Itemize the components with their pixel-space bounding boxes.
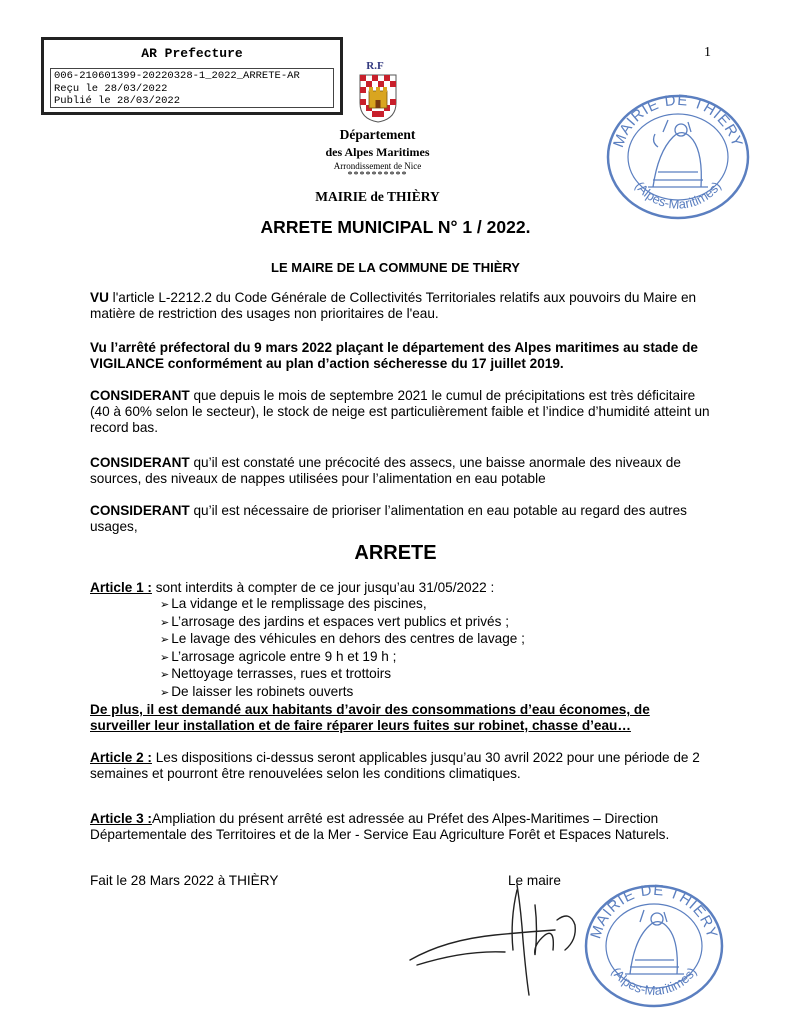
arrete-heading: ARRETE [354,542,437,564]
svg-text:MAIRIE DE THIÈRY: MAIRIE DE THIÈRY [587,882,721,941]
list-item: ➢ Nettoyage terrasses, rues et trottoirs [160,666,525,684]
vu-paragraph-2: Vu l’arrêté préfectoral du 9 mars 2022 plaçant le département des Alpes maritimes au stade de VIGILANCE conformément au plan d’action sécheresse du 17 juillet 2019. [90,340,698,371]
svg-text:(Alpes-Maritimes): (Alpes-Maritimes) [608,964,700,999]
mairie-label: MAIRIE de THIÈRY [315,189,440,204]
document-subtitle: LE MAIRE DE LA COMMUNE DE THIÈRY [271,260,520,275]
list-item: ➢ La vidange et le remplissage des piscines, [160,596,525,614]
mairie-stamp-icon [603,92,753,222]
list-item: ➢ De laisser les robinets ouverts [160,684,525,702]
mairie-stamp-bottom-icon [582,882,727,1012]
ar-prefecture-details [50,68,334,108]
fait-le-date: Fait le 28 Mars 2022 à THIÈRY [90,873,279,888]
rf-label: R.F [366,60,384,72]
coat-of-arms-icon [358,73,398,123]
le-maire-label: Le maire [508,873,561,888]
departement-name: des Alpes Maritimes [325,145,430,159]
considerant-paragraph-1: CONSIDERANT que depuis le mois de septembre 2021 le cumul de précipitations est très déficitaire (40 à 60% selon le secteur), le stock de neige est particulièrement faible et l’indice d’humidité atteint un record bas. [90,388,710,435]
ar-prefecture-box [41,37,343,115]
list-item: ➢ L’arrosage des jardins et espaces vert publics et privés ; [160,614,525,632]
article-1-list [160,596,525,701]
considerant-paragraph-3: CONSIDERANT qu’il est nécessaire de prioriser l’alimentation en eau potable au regard des autres usages, [90,503,687,534]
stars-divider: ********** [347,170,408,181]
vu-paragraph-1: VU l'article L-2212.2 du Code Générale de Collectivités Territoriales relatifs aux pouvoirs du Maire en matière de restriction des usages non prioritaires de l'eau. [90,290,697,321]
ar-publie-date: Publié le 28/03/2022 [54,95,181,107]
departement-label: Département [339,127,416,142]
document-title: ARRETE MUNICIPAL N° 1 / 2022. [260,217,531,237]
page-number: 1 [704,45,711,60]
svg-text:(Alpes-Maritimes): (Alpes-Maritimes) [632,178,724,212]
ar-prefecture-title: AR Prefecture [141,46,243,61]
article-2: Article 2 : Les dispositions ci-dessus seront applicables jusqu’au 30 avril 2022 pour une période de 2 semaines et pourront être renouvelées selon les conditions climatiques. [90,750,700,781]
considerant-paragraph-2: CONSIDERANT qu’il est constaté une précocité des assecs, une baisse anormale des niveaux de sources, des niveaux de nappes utilisées pour l’alimentation en eau potable [90,455,681,486]
ar-recu-date: Reçu le 28/03/2022 [54,82,168,95]
arrondissement-label: Arrondissement de Nice [333,161,422,171]
list-item: ➢ L’arrosage agricole entre 9 h et 19 h ; [160,649,525,667]
ar-reference: 006-210601399-20220328-1_2022_ARRETE-AR [54,70,300,82]
article-1: Article 1 : sont interdits à compter de ce jour jusqu’au 31/05/2022 : [90,580,495,595]
svg-text:MAIRIE DE THIÈRY: MAIRIE DE THIÈRY [610,92,746,150]
list-item: ➢ Le lavage des véhicules en dehors des centres de lavage ; [160,631,525,649]
de-plus-paragraph: De plus, il est demandé aux habitants d’avoir des consommations d’eau économes, de surveiller leur installation et de faire réparer leurs fuites sur robinet, chasse d’eau… [90,702,650,733]
article-3: Article 3 :Ampliation du présent arrêté est adressée au Préfet des Alpes-Maritimes – Direction Départementale des Territoires et de la Mer - Service Eau Agriculture Forêt et Espaces Naturels. [90,811,670,842]
